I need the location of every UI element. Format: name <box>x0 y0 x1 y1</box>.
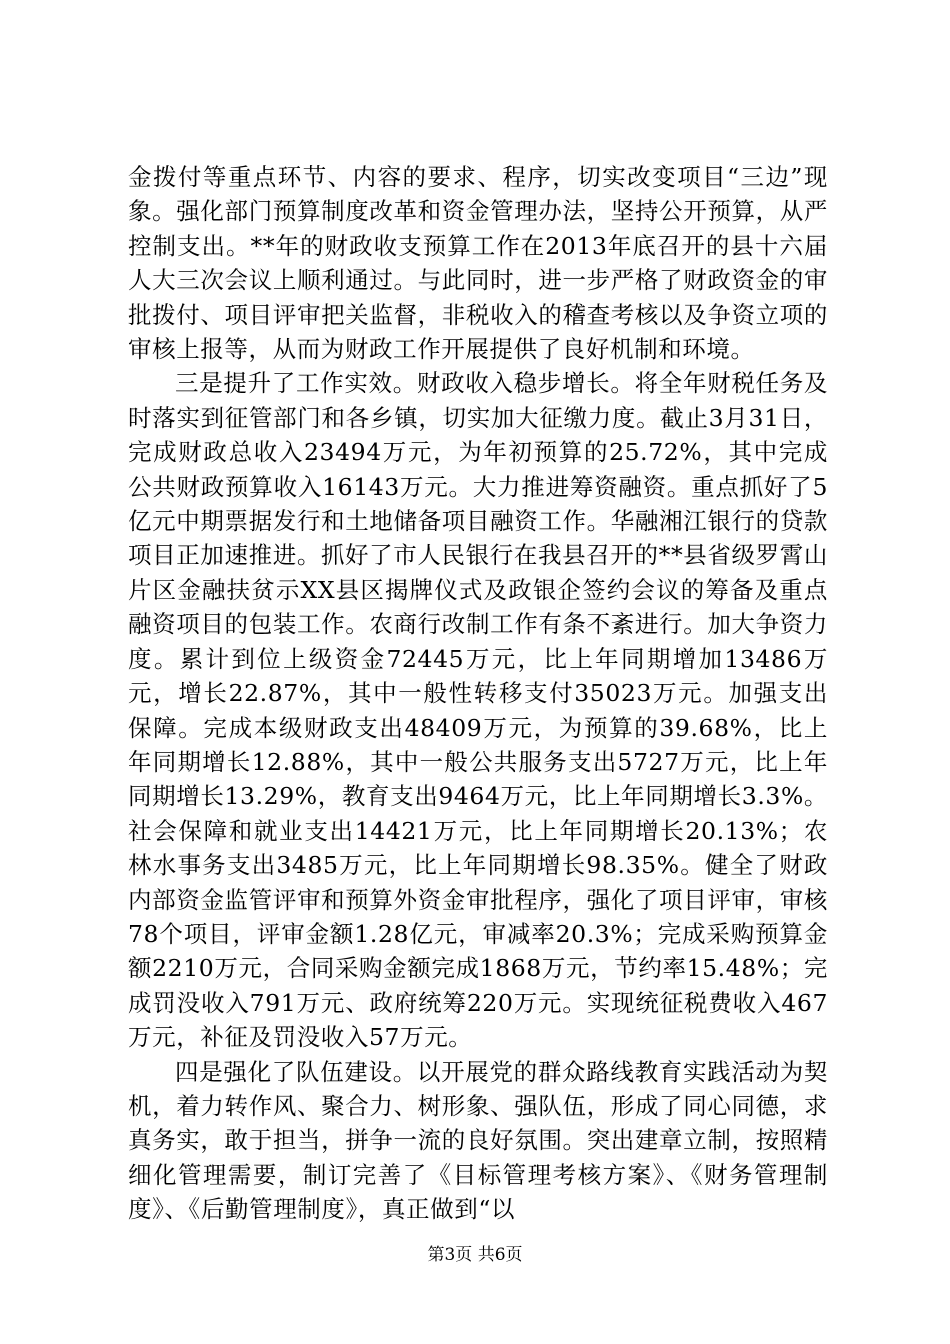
paragraph-team-building: 四是强化了队伍建设。以开展党的群众路线教育实践活动为契机，着力转作风、聚合力、树形象、强队伍，形成了同心同德，求真务实，敢于担当，拼争一流的良好氛围。突出建章立制，按照精细化管理需要，制订完善了《目标管理考核方案》、《财务管理制度》、《后勤管理制度》，真正做到“以 <box>128 1057 828 1224</box>
paragraph-work-results: 三是提升了工作实效。财政收入稳步增长。将全年财税任务及时落实到征管部门和各乡镇，切实加大征缴力度。截止3月31日，完成财政总收入23494万元，为年初预算的25.72%，其中完成公共财政预算收入16143万元。大力推进筹资融资。重点抓好了5亿元中期票据发行和土地储备项目融资工作。华融湘江银行的贷款项目正加速推进。抓好了市人民银行在我县召开的**县省级罗霄山片区金融扶贫示XX县区揭牌仪式及政银企签约会议的筹备及重点融资项目的包装工作。农商行改制工作有条不紊进行。加大争资力度。累计到位上级资金72445万元，比上年同期增加13486万元，增长22.87%，其中一般性转移支付35023万元。加强支出保障。完成本级财政支出48409万元，为预算的39.68%，比上年同期增长12.88%，其中一般公共服务支出5727万元，比上年同期增长13.29%，教育支出9464万元，比上年同期增长3.3%。社会保障和就业支出14421万元，比上年同期增长20.13%；农林水事务支出3485万元，比上年同期增长98.35%。健全了财政内部资金监管评审和预算外资金审批程序，强化了项目评审，审核78个项目，评审金额1.28亿元，审减率20.3%；完成采购预算金额2210万元，合同采购金额完成1868万元，节约率15.48%；完成罚没收入791万元、政府统筹220万元。实现统征税费收入467万元，补征及罚没收入57万元。 <box>128 369 828 1052</box>
document-body <box>128 160 828 1227</box>
page-number-footer: 第3页 共6页 <box>427 1245 523 1265</box>
paragraph-continuation: 金拨付等重点环节、内容的要求、程序，切实改变项目“三边”现象。强化部门预算制度改革和资金管理办法，坚持公开预算，从严控制支出。**年的财政收支预算工作在2013年底召开的县十六届人大三次会议上顺利通过。与此同时，进一步严格了财政资金的审批拨付、项目评审把关监督，非税收入的稽查考核以及争资立项的审核上报等，从而为财政工作开展提供了良好机制和环境。 <box>128 163 828 364</box>
